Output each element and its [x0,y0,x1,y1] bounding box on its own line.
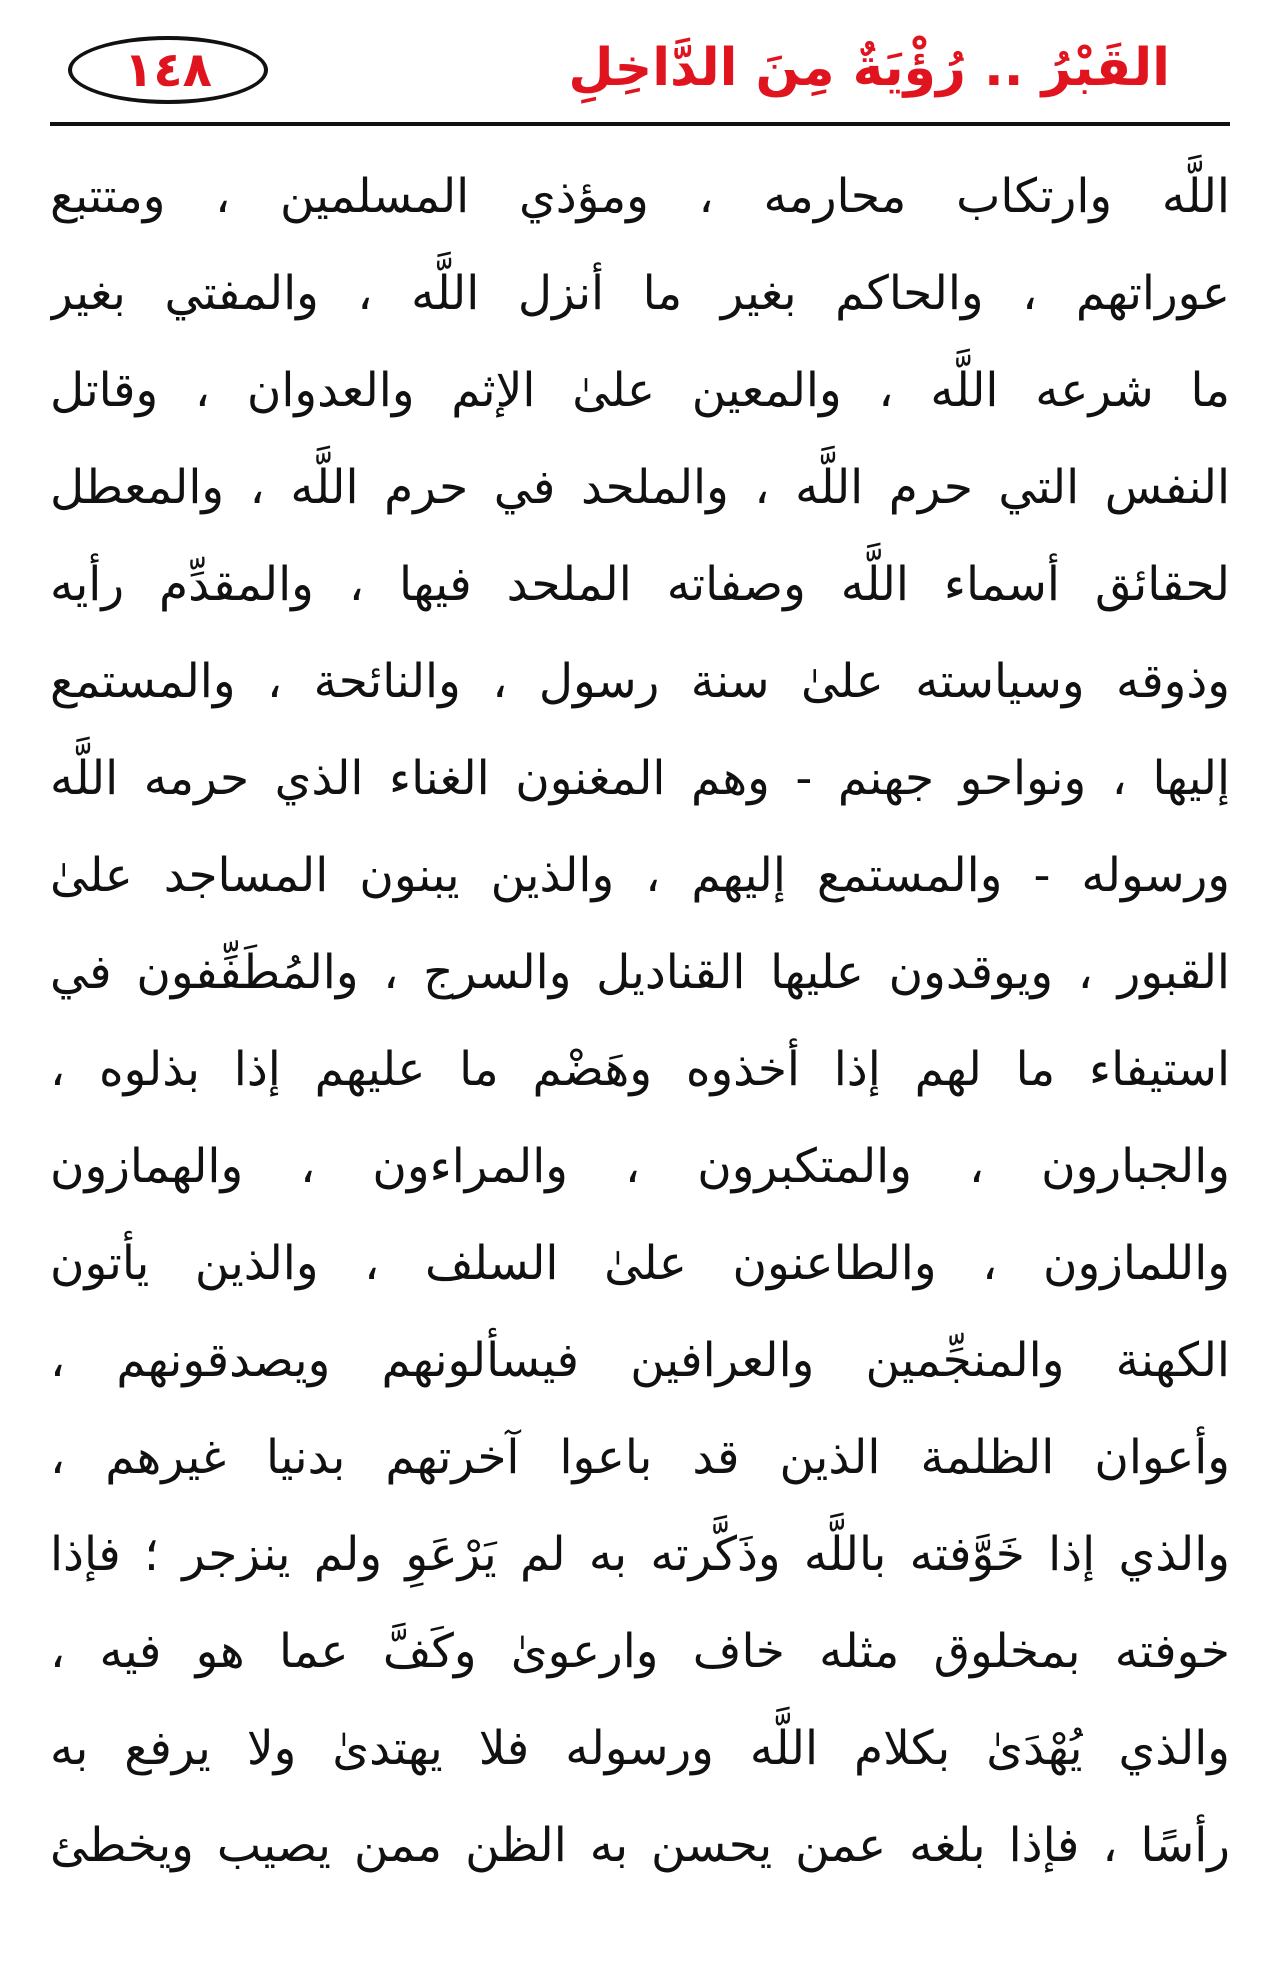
text-line: اللَّه وارتكاب محارمه ، ومؤذي المسلمين ، ومتتبع [50,169,1230,224]
text-line: إليها ، ونواحو جهنم - وهم المغنون الغناء الذي حرمه اللَّه [50,751,1230,806]
text-line: رأسًا ، فإذا بلغه عمن يحسن به الظن ممن يصيب ويخطئ [50,1818,1230,1873]
text-line: وأعوان الظلمة الذين قد باعوا آخرتهم بدنيا غيرهم ، [50,1430,1230,1485]
text-line: خوفته بمخلوق مثله خاف وارعوىٰ وكَفَّ عما هو فيه ، [50,1624,1230,1679]
text-line: ورسوله - والمستمع إليهم ، والذين يبنون المساجد علىٰ [50,848,1230,903]
text-line: النفس التي حرم اللَّه ، والملحد في حرم اللَّه ، والمعطل [50,460,1230,515]
text-line: واللمازون ، والطاعنون علىٰ السلف ، والذين يأتون [50,1236,1230,1291]
text-line: القبور ، ويوقدون عليها القناديل والسرج ، والمُطَفِّفون في [50,945,1230,1000]
page-header [50,30,1230,126]
text-line: الكهنة والمنجِّمين والعرافين فيسألونهم ويصدقونهم ، [50,1333,1230,1388]
body-text [50,148,1230,1894]
text-line: والذي يُهْدَىٰ بكلام اللَّه ورسوله فلا يهتدىٰ ولا يرفع به [50,1721,1230,1776]
text-line: والجبارون ، والمتكبرون ، والمراءون ، والهمازون [50,1139,1230,1194]
page-number-badge [68,36,268,104]
text-line: وذوقه وسياسته علىٰ سنة رسول ، والنائحة ، والمستمع [50,654,1230,709]
text-line: ما شرعه اللَّه ، والمعين علىٰ الإثم والعدوان ، وقاتل [50,363,1230,418]
text-line: استيفاء ما لهم إذا أخذوه وهَضْم ما عليهم إذا بذلوه ، [50,1042,1230,1097]
page-number: ١٤٨ [124,42,212,98]
text-line: عوراتهم ، والحاكم بغير ما أنزل اللَّه ، والمفتي بغير [50,266,1230,321]
text-line: والذي إذا خَوَّفته باللَّه وذَكَّرته به لم يَرْعَوِ ولم ينزجر ؛ فإذا [50,1527,1230,1582]
running-title: القَبْرُ .. رُؤْيَةٌ مِنَ الدَّاخِلِ [568,38,1170,98]
header-divider [50,122,1230,126]
text-line: لحقائق أسماء اللَّه وصفاته الملحد فيها ، والمقدِّم رأيه [50,557,1230,612]
